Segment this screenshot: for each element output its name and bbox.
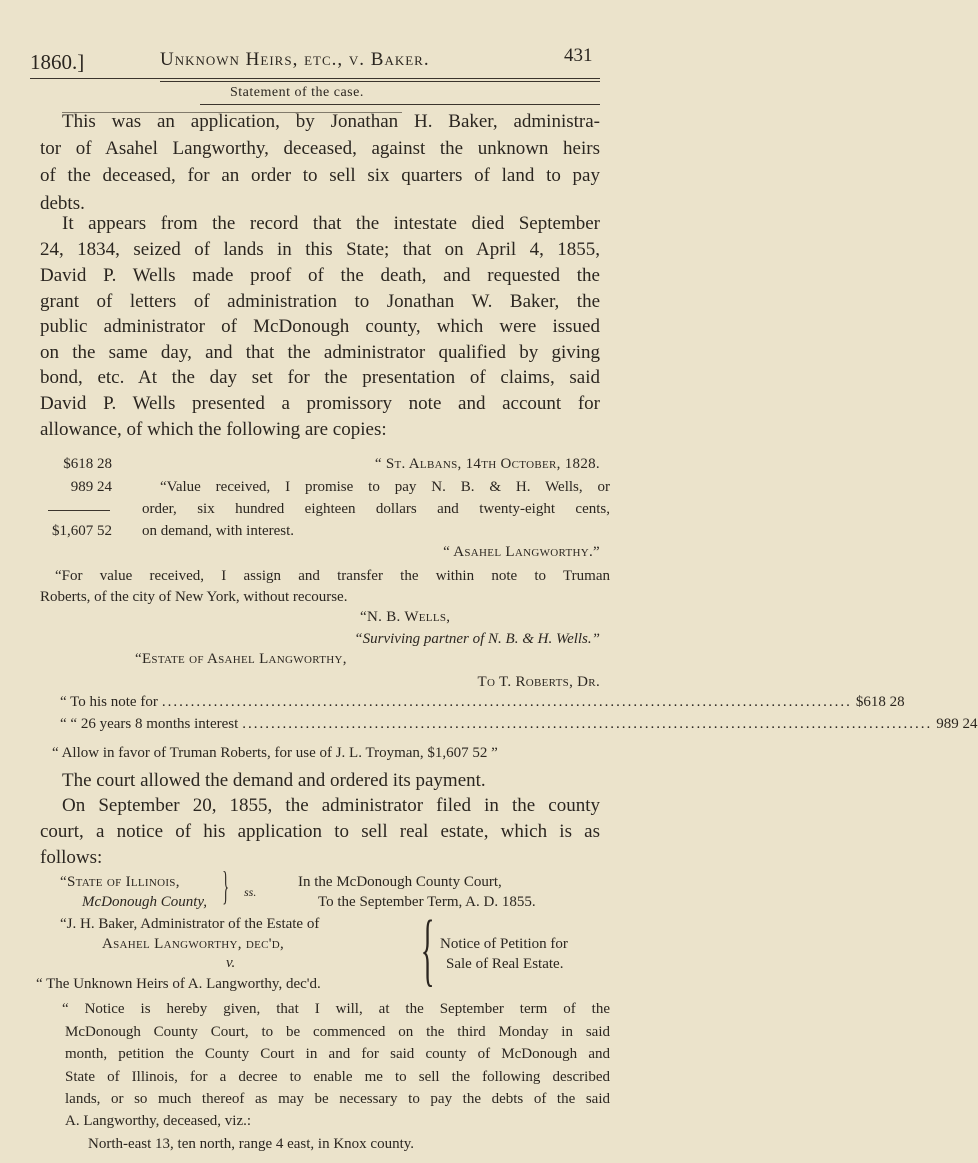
para2-line: grant of letters of administration to Jonathan W. Baker, the: [40, 291, 600, 312]
caption-county: McDonough County,: [82, 894, 207, 910]
para3-line: On September 20, 1855, the administrator filed in the county: [62, 795, 600, 816]
caption-title: Notice of Petition for: [440, 936, 568, 952]
para4-line: McDonough County Court, to be commenced on the third Monday in said: [65, 1024, 610, 1040]
caption-title: Sale of Real Estate.: [446, 956, 564, 972]
header-year: 1860.]: [30, 50, 85, 74]
note-dateline: “ St. Albans, 14th October, 1828.: [374, 456, 600, 472]
sum-rule: [48, 510, 110, 511]
assignment-line: Roberts, of the city of New York, without recourse.: [40, 589, 348, 605]
assignment-signer: “N. B. Wells,: [360, 609, 451, 625]
account-item-label: “ “ 26 years 8 months interest: [60, 716, 239, 732]
section-heading: Statement of the case.: [230, 85, 364, 100]
para3-line: The court allowed the demand and ordered its payment.: [62, 770, 486, 791]
para1-line: of the deceased, for an order to sell six quarters of land to pay: [40, 165, 600, 186]
note-line: “Value received, I promise to pay N. B. & H. Wells, or: [160, 479, 610, 495]
note-line: order, six hundred eighteen dollars and twenty-eight cents,: [142, 501, 610, 517]
para2-line: allowance, of which the following are copies:: [40, 419, 387, 440]
para4-line: North-east 13, ten north, range 4 east, in Knox county.: [88, 1136, 415, 1152]
account-to: To T. Roberts, Dr.: [477, 674, 600, 690]
account-allowance: “ Allow in favor of Truman Roberts, for use of J. L. Troyman, $1,607 52 ”: [52, 745, 498, 761]
note-signature: “ Asahel Langworthy.”: [443, 544, 600, 560]
caption-versus: v.: [226, 955, 236, 971]
account-item-label: “ To his note for: [60, 694, 158, 710]
brace-icon: {: [420, 903, 435, 994]
para4-line: “ Notice is hereby given, that I will, at the September term of the: [62, 1001, 610, 1017]
leader-dots: ........................................................................................................................: [242, 716, 933, 732]
header-rule-2: [160, 81, 600, 82]
para3-line: court, a notice of his application to sell real estate, which is as: [40, 821, 600, 842]
para2-line: David P. Wells made proof of the death, and requested the: [40, 265, 600, 286]
caption-term: To the September Term, A. D. 1855.: [318, 894, 536, 910]
para4-line: month, petition the County Court in and for said county of McDonough and: [65, 1046, 610, 1062]
assignment-line: “For value received, I assign and transfer the within note to Truman: [55, 568, 610, 584]
caption-plaintiff: “J. H. Baker, Administrator of the Estate of: [60, 916, 320, 932]
para1-line: tor of Asahel Langworthy, deceased, against the unknown heirs: [40, 138, 600, 159]
caption-defendant: “ The Unknown Heirs of A. Langworthy, dec'd.: [36, 976, 321, 992]
account-item: [60, 694, 905, 710]
para2-line: bond, etc. At the day set for the presentation of claims, said: [40, 367, 600, 388]
account-item-amount: 989 24: [936, 716, 978, 732]
para1-line: This was an application, by Jonathan H. Baker, administra-: [62, 111, 600, 132]
para2-line: on the same day, and that the administrator qualified by giving: [40, 342, 600, 363]
note-line: on demand, with interest.: [142, 523, 295, 539]
leader-dots: ........................................................................................................................: [161, 694, 852, 710]
caption-court: In the McDonough County Court,: [298, 874, 502, 890]
assignment-signer-title: “Surviving partner of N. B. & H. Wells.”: [354, 631, 600, 647]
running-title: Unknown Heirs, etc., v. Baker.: [160, 49, 430, 70]
caption-plaintiff: Asahel Langworthy, dec'd,: [102, 936, 285, 952]
header-rule: [30, 78, 600, 79]
account-item-amount: $618 28: [855, 694, 905, 710]
caption-ss: ss.: [244, 885, 257, 899]
sum-total: $1,607 52: [52, 523, 112, 539]
sum-value: $618 28: [63, 456, 112, 472]
brace-icon: }: [222, 863, 229, 908]
page-number: 431: [564, 45, 593, 66]
para2-line: It appears from the record that the intestate died September: [62, 213, 600, 234]
caption-state: “State of Illinois,: [60, 874, 180, 890]
para3-line: follows:: [40, 847, 103, 868]
para4-line: lands, or so much thereof as may be necessary to pay the debts of the said: [65, 1091, 610, 1107]
account-item: [60, 716, 978, 732]
para4-line: A. Langworthy, deceased, viz.:: [65, 1113, 252, 1129]
para2-line: public administrator of McDonough county, which were issued: [40, 316, 600, 337]
sum-value: 989 24: [70, 479, 112, 495]
para2-line: 24, 1834, seized of lands in this State; that on April 4, 1855,: [40, 239, 600, 260]
section-rule: [200, 104, 600, 105]
para2-line: David P. Wells presented a promissory note and account for: [40, 393, 600, 414]
account-heading: “Estate of Asahel Langworthy,: [135, 651, 347, 667]
para1-line: debts.: [40, 193, 85, 214]
para4-line: State of Illinois, for a decree to enable me to sell the following described: [65, 1069, 610, 1085]
